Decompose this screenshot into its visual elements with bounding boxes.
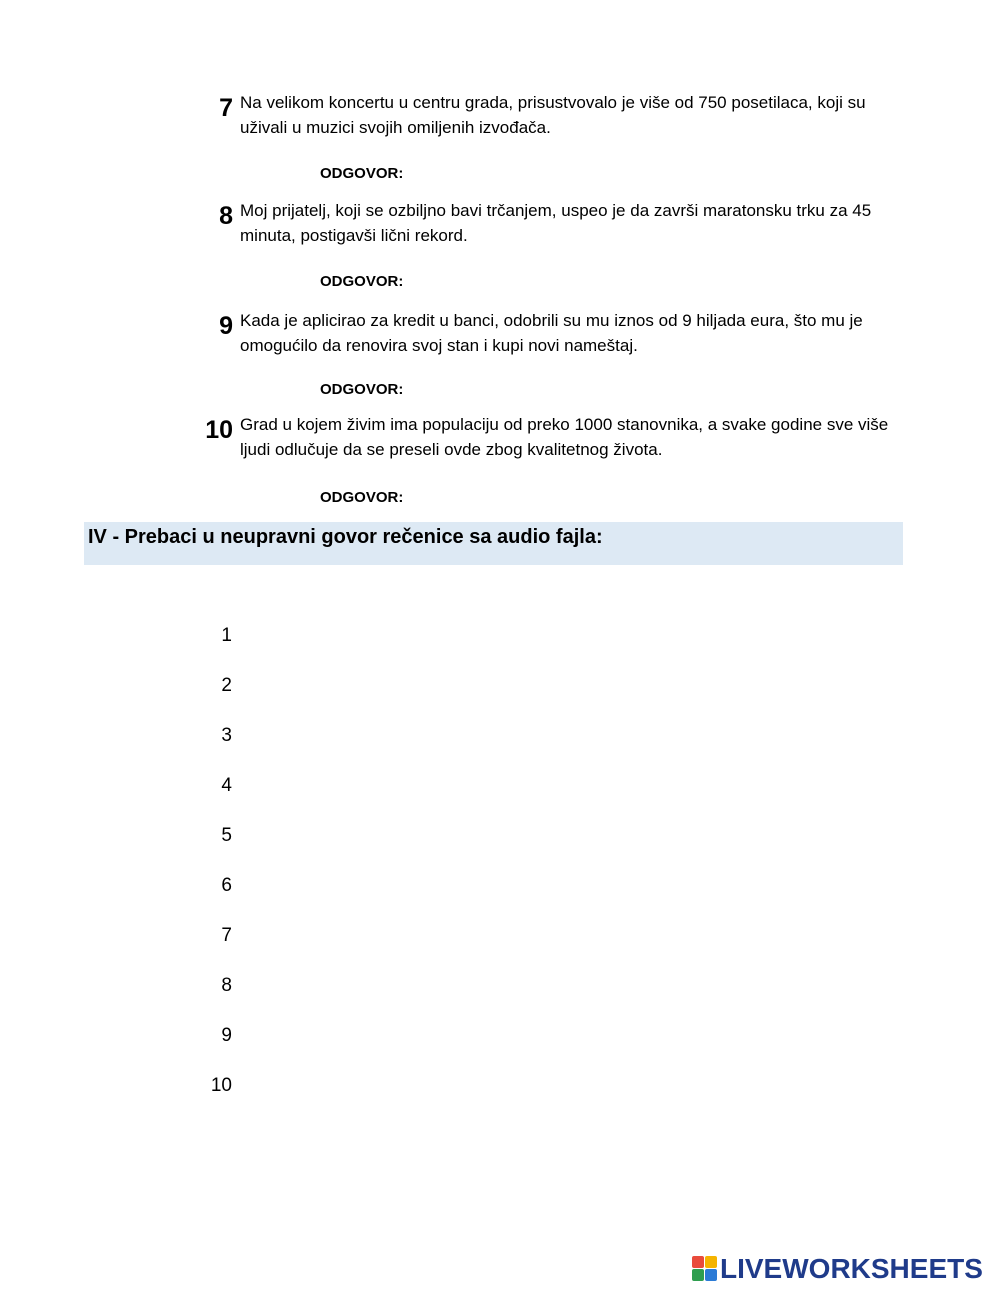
liveworksheets-wordmark: LIVEWORKSHEETS (720, 1253, 983, 1284)
question-number: 8 (219, 202, 233, 230)
answer-line-number: 5 (221, 825, 232, 846)
answer-label: ODGOVOR: (320, 165, 404, 182)
question-text: Na velikom koncertu u centru grada, prisustvovalo je više od 750 posetilaca, koji su uživali u muzici svojih omiljenih izvođača. (240, 93, 866, 137)
liveworksheets-brand (692, 1254, 983, 1284)
answer-line-number: 1 (221, 625, 232, 646)
question-number: 7 (219, 94, 233, 122)
question-text: Kada je aplicirao za kredit u banci, odobrili su mu iznos od 9 hiljada eura, što mu je omogućilo da renovira svoj stan i kupi novi nameštaj. (240, 311, 863, 355)
question-text: Moj prijatelj, koji se ozbiljno bavi trčanjem, uspeo je da završi maratonsku trku za 45 minuta, postigavši lični rekord. (240, 201, 872, 245)
answer-label: ODGOVOR: (320, 381, 404, 398)
question-text: Grad u kojem živim ima populaciju od preko 1000 stanovnika, a svake godine sve više ljudi odlučuje da se preseli ovde zbog kvalitetnog života. (240, 415, 889, 459)
answer-line-number: 3 (221, 725, 232, 746)
answer-line-number: 4 (221, 775, 232, 796)
section-title: IV - Prebaci u neupravni govor rečenice sa audio fajla: (88, 526, 603, 548)
answer-line-number: 6 (221, 875, 232, 896)
answer-label: ODGOVOR: (320, 273, 404, 290)
answer-line-number: 7 (221, 925, 232, 946)
answer-line-number: 10 (210, 1075, 232, 1096)
answer-line-number: 9 (221, 1025, 232, 1046)
question-number: 9 (219, 312, 233, 340)
question-number: 10 (205, 416, 233, 444)
answer-line-number: 8 (221, 975, 232, 996)
section-header (84, 522, 903, 565)
liveworksheets-logo-icon (692, 1256, 718, 1282)
answer-line-number: 2 (221, 675, 232, 696)
answer-label: ODGOVOR: (320, 489, 404, 506)
